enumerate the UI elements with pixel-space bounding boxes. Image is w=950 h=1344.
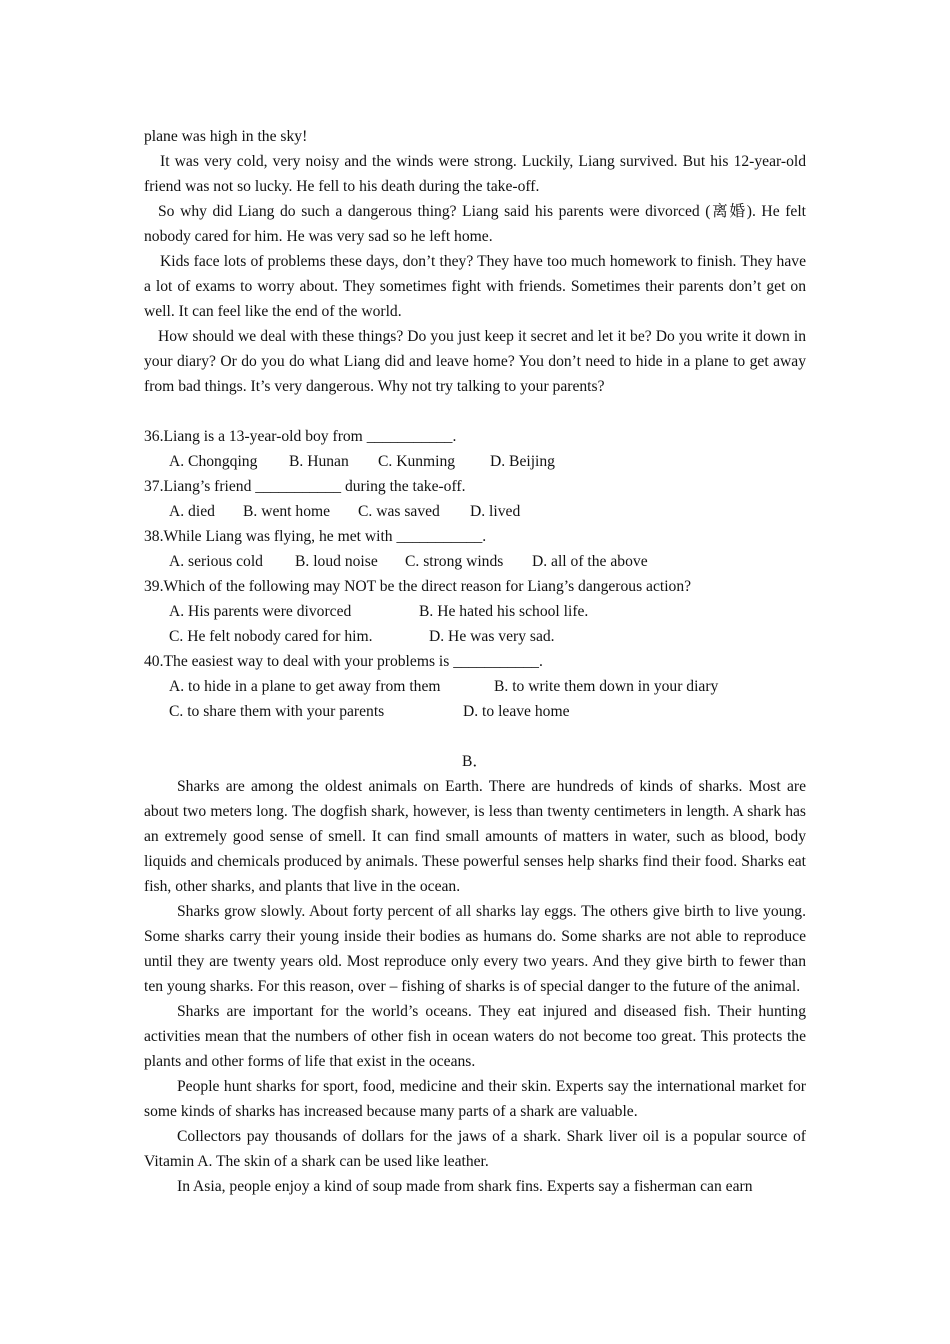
option-b: B. He hated his school life. — [419, 603, 589, 620]
passage-b-paragraph: In Asia, people enjoy a kind of soup made from shark fins. Experts say a fisherman can earn — [177, 1178, 753, 1195]
option-c: C. Kunming — [378, 453, 456, 470]
question-38 — [144, 524, 806, 574]
passage-a-paragraph: Kids face lots of problems these days, don’t they? They have too much homework to finish. They have a lot of exams to worry about. They sometimes fight with friends. Sometimes their parents don’t get on well. It can feel like the end of the world. — [144, 253, 806, 320]
blank-line — [144, 399, 806, 424]
passage-b-paragraph: Sharks are among the oldest animals on Earth. There are hundreds of kinds of sharks. Most are about two meters long. The dogfish shark, however, is less than twenty centimeters in length. A shark has an extremely good sense of smell. It can find small amounts of matters in water, such as blood, body liquids and chemicals produced by animals. These powerful senses help sharks find their food. Sharks eat fish, other sharks, and plants that live in the ocean. — [144, 778, 806, 895]
passage-a-paragraph: plane was high in the sky! — [144, 128, 308, 145]
passage-b-paragraph: Sharks are important for the world’s oceans. They eat injured and diseased fish. Their hunting activities mean that the numbers of other fish in ocean waters do not become too great. This protects the plants and other forms of life that exist in the oceans. — [144, 1003, 806, 1070]
question-stem: 40.The easiest way to deal with your problems is ___________. — [144, 653, 543, 670]
passage-b-paragraph: Sharks grow slowly. About forty percent of all sharks lay eggs. The others give birth to live young. Some sharks carry their young inside their bodies as humans do. Some sharks are not able to reproduce until they are twenty years old. Most reproduce only every two years. And they give birth to fewer than ten young sharks. For this reason, over – fishing of sharks is of special danger to the future of the animal. — [144, 903, 806, 995]
question-37 — [144, 474, 806, 524]
question-options — [144, 499, 806, 524]
question-options — [144, 674, 806, 699]
passage-b-paragraph: Collectors pay thousands of dollars for the jaws of a shark. Shark liver oil is a popular source of Vitamin A. The skin of a shark can be used like leather. — [144, 1128, 806, 1170]
question-stem: 36.Liang is a 13-year-old boy from ___________. — [144, 428, 457, 445]
option-c: C. strong winds — [405, 553, 504, 570]
question-stem: 37.Liang’s friend ___________ during the take-off. — [144, 478, 466, 495]
option-a: A. to hide in a plane to get away from them — [169, 678, 441, 695]
passage-a-paragraph: How should we deal with these things? Do you just keep it secret and let it be? Do you write it down in your diary? Or do you do what Liang did and leave home? You don’t need to hide in a plane to get away from bad things. It’s very dangerous. Why not try talking to your parents? — [144, 328, 806, 395]
question-list — [144, 424, 806, 724]
question-stem: 38.While Liang was flying, he met with ___________. — [144, 528, 487, 545]
question-options — [144, 549, 806, 574]
question-options — [144, 699, 806, 724]
document-page — [144, 124, 806, 1199]
option-d: D. all of the above — [532, 553, 648, 570]
passage-b-paragraph: People hunt sharks for sport, food, medicine and their skin. Experts say the international market for some kinds of sharks has increased because many parts of a shark are valuable. — [144, 1078, 806, 1120]
option-d: D. lived — [470, 503, 521, 520]
option-a: A. died — [169, 503, 215, 520]
question-stem: 39.Which of the following may NOT be the direct reason for Liang’s dangerous action? — [144, 578, 692, 595]
option-d: D. Beijing — [490, 453, 555, 470]
passage-a — [144, 124, 806, 399]
option-b: B. Hunan — [289, 453, 349, 470]
option-c: C. He felt nobody cared for him. — [169, 628, 373, 645]
question-39 — [144, 574, 806, 649]
option-b: B. to write them down in your diary — [494, 678, 719, 695]
option-d: D. to leave home — [463, 703, 570, 720]
option-c: C. was saved — [358, 503, 440, 520]
question-36 — [144, 424, 806, 474]
option-a: A. Chongqing — [169, 453, 258, 470]
option-a: A. serious cold — [169, 553, 263, 570]
passage-a-paragraph: So why did Liang do such a dangerous thing? Liang said his parents were divorced (离婚). He felt nobody cared for him. He was very sad so he left home. — [144, 203, 806, 245]
passage-a-paragraph: It was very cold, very noisy and the winds were strong. Luckily, Liang survived. But his 12-year-old friend was not so lucky. He fell to his death during the take-off. — [144, 153, 806, 195]
passage-b — [144, 749, 806, 1199]
section-heading: B． — [462, 753, 488, 770]
option-b: B. loud noise — [295, 553, 378, 570]
question-options — [144, 449, 806, 474]
option-a: A. His parents were divorced — [169, 603, 352, 620]
option-d: D. He was very sad. — [429, 628, 555, 645]
question-options — [144, 599, 806, 624]
question-options — [144, 624, 806, 649]
blank-line — [144, 724, 806, 749]
option-b: B. went home — [243, 503, 331, 520]
question-40 — [144, 649, 806, 724]
option-c: C. to share them with your parents — [169, 703, 385, 720]
